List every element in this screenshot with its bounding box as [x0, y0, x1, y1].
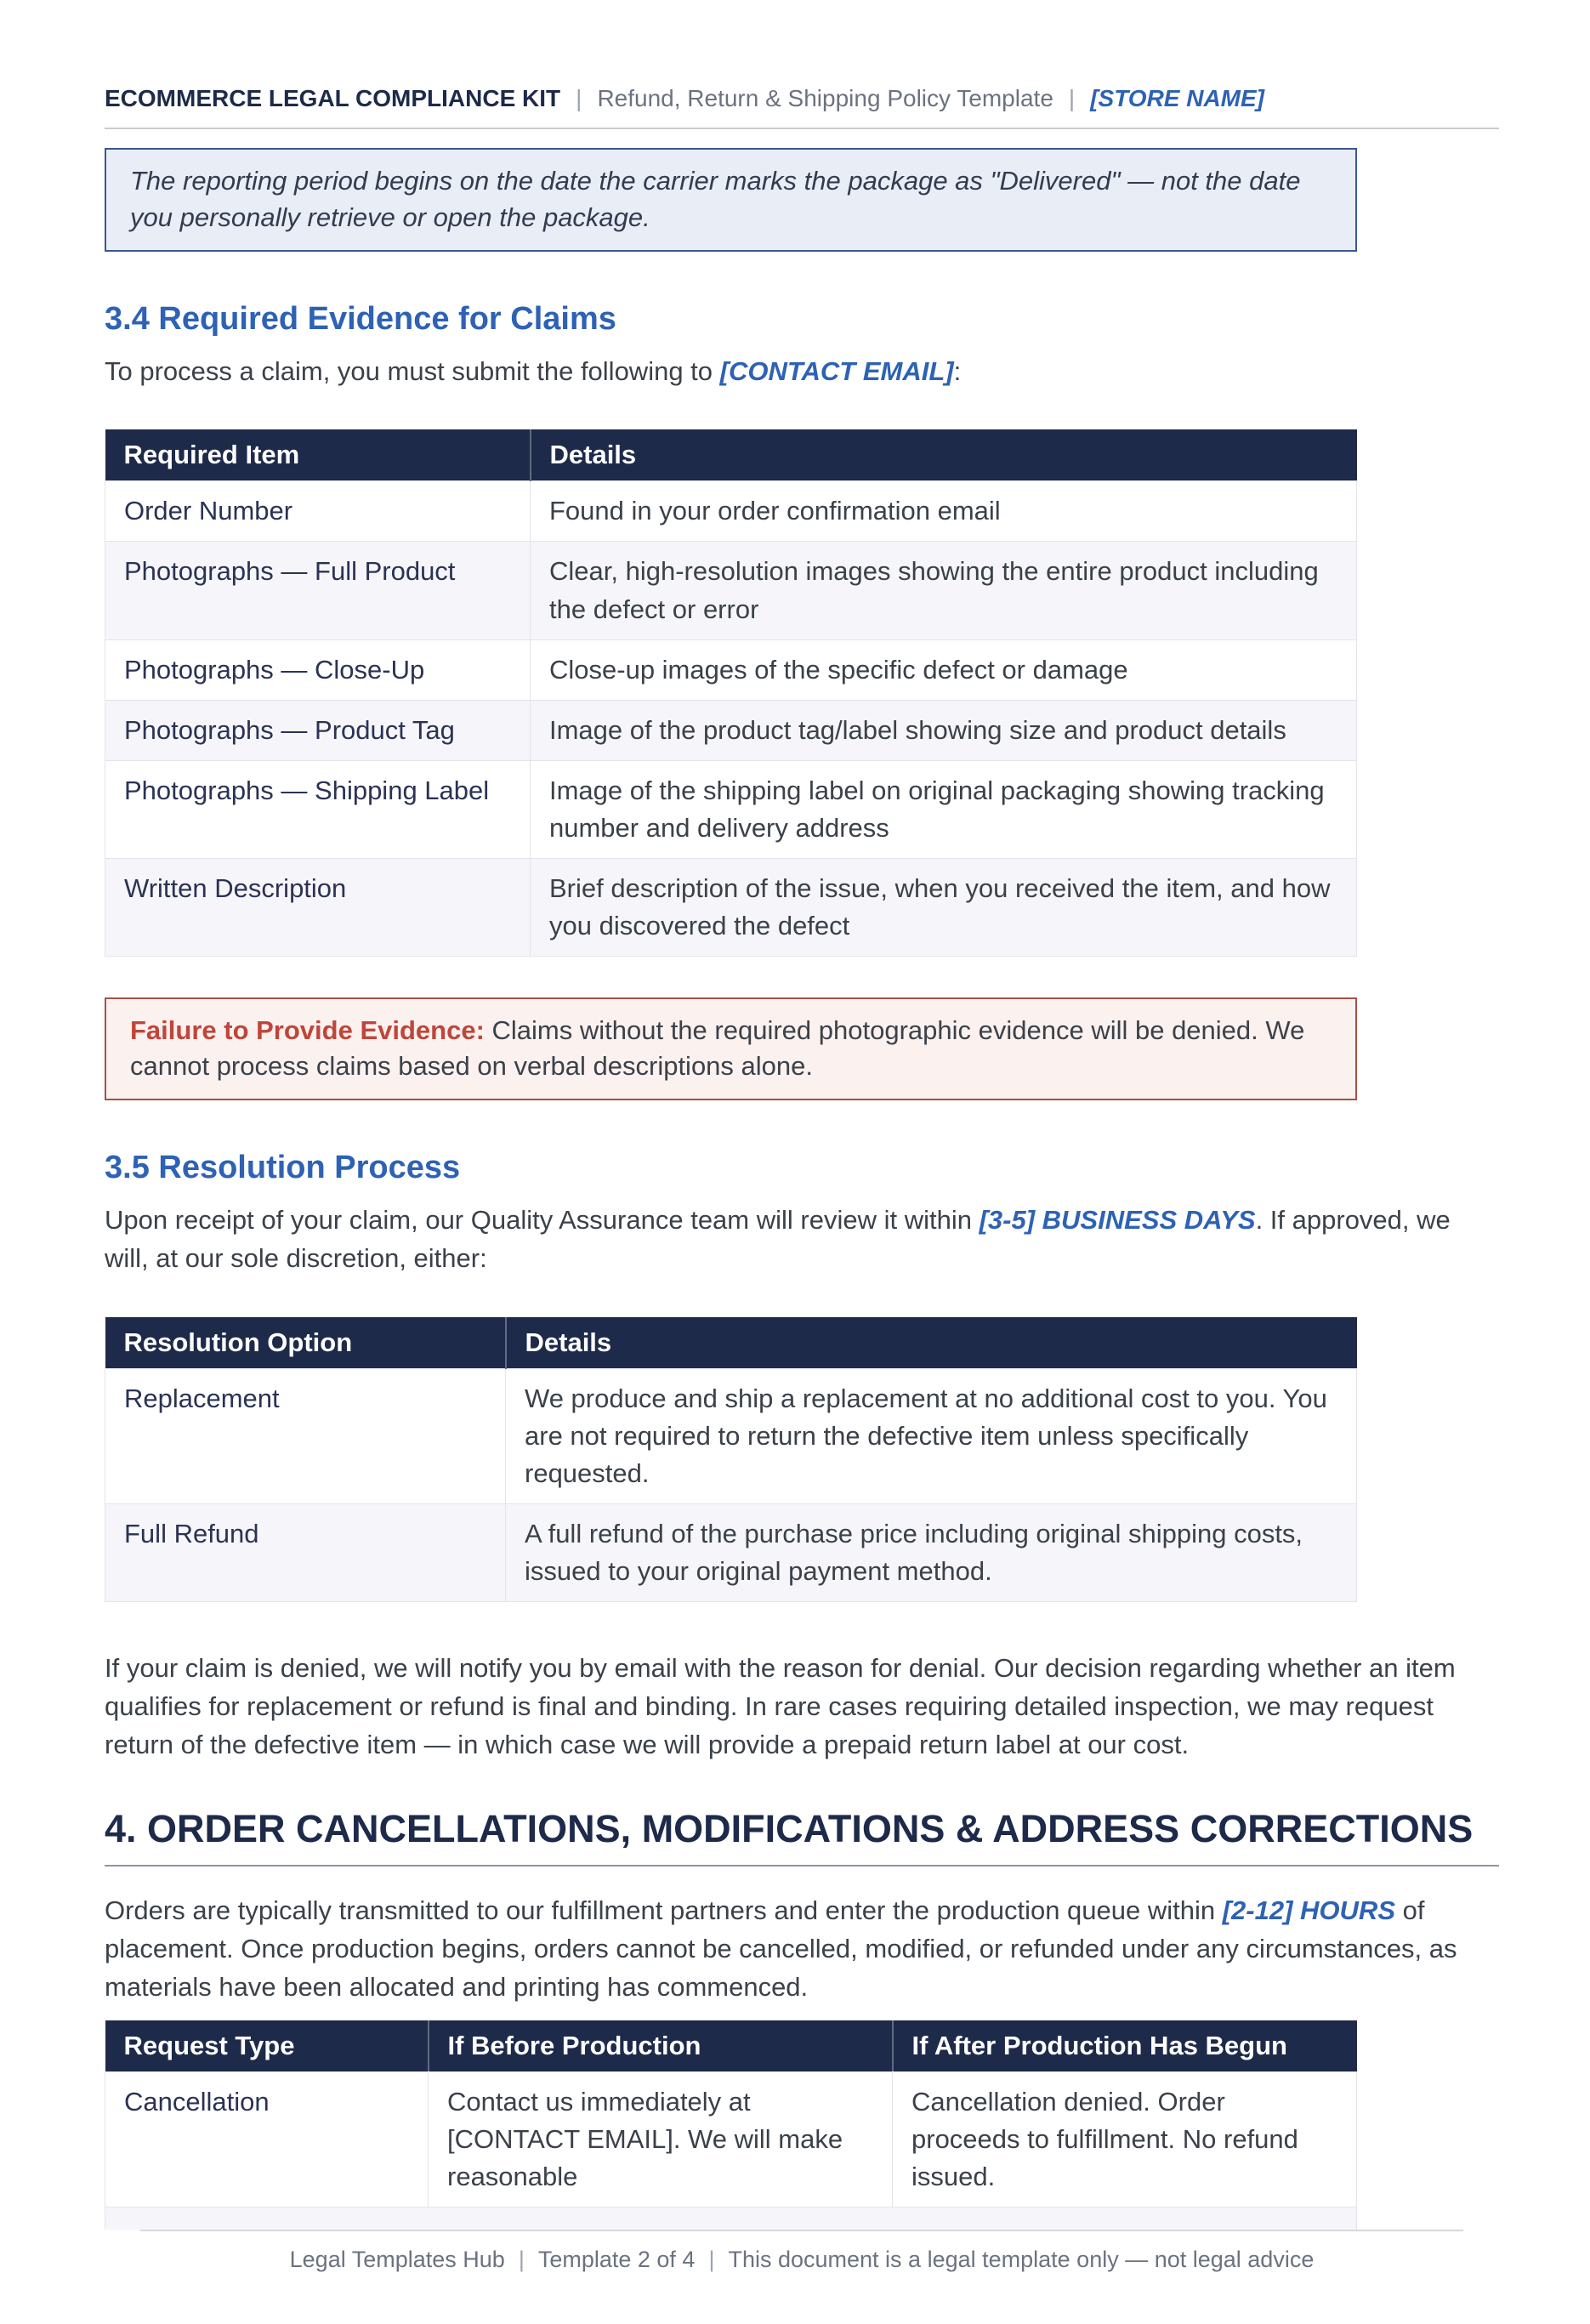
section-3-4-intro — [105, 353, 1499, 391]
footer-separator: | — [708, 2246, 715, 2272]
store-name-placeholder: [STORE NAME] — [1090, 85, 1265, 111]
required-item-cell: Photographs — Product Tag — [105, 700, 531, 760]
column-header: Details — [506, 1317, 1357, 1369]
details-cell: Found in your order confirmation email — [531, 481, 1357, 542]
footer-disclaimer: This document is a legal template only — not legal advice — [728, 2246, 1315, 2272]
column-header: Details — [531, 429, 1357, 481]
required-item-cell: Written Description — [105, 858, 531, 956]
before-production-cell: Contact us immediately at [CONTACT EMAIL]. We will make reasonable — [429, 2071, 893, 2207]
header-separator: | — [576, 85, 582, 111]
table-row — [105, 2071, 1357, 2207]
clipped-table-row — [105, 2208, 1357, 2230]
resolution-table — [105, 1317, 1357, 1602]
intro-text: : — [953, 355, 962, 386]
request-type-cell: Cancellation — [105, 2071, 429, 2207]
table-row — [105, 481, 1357, 542]
table-row — [105, 700, 1357, 760]
denial-paragraph: If your claim is denied, we will notify you by email with the reason for denial. Our decision regarding whether an item qualifies for replacement or refund is final and binding. In rare cases requiring detailed inspection, we may request return of the defective item — in which case we will provide a prepaid return label at our cost. — [105, 1653, 1456, 1759]
footer-divider — [140, 2230, 1463, 2231]
details-cell: A full refund of the purchase price including original shipping costs, issued to your original payment method. — [506, 1504, 1357, 1602]
footer-brand: Legal Templates Hub — [289, 2246, 505, 2272]
required-item-cell: Photographs — Shipping Label — [105, 760, 531, 858]
section-4-heading: 4. ORDER CANCELLATIONS, MODIFICATIONS & ADDRESS CORRECTIONS — [105, 1807, 1499, 1867]
business-days-placeholder: [3-5] BUSINESS DAYS — [979, 1205, 1256, 1236]
document-header — [105, 85, 1499, 112]
footer-separator: | — [518, 2246, 525, 2272]
document-footer — [105, 2247, 1499, 2273]
required-item-cell: Photographs — Full Product — [105, 542, 531, 639]
warning-label: Failure to Provide Evidence: — [130, 1014, 485, 1045]
footer-page-info: Template 2 of 4 — [537, 2246, 696, 2272]
details-cell: Brief description of the issue, when you received the item, and how you discovered the defect — [531, 858, 1357, 956]
contact-email-placeholder: [CONTACT EMAIL] — [719, 355, 954, 386]
column-header: If Before Production — [429, 2020, 893, 2072]
section-3-4-heading: 3.4 Required Evidence for Claims — [105, 300, 616, 337]
column-header: Request Type — [105, 2020, 429, 2072]
info-callout — [105, 148, 1357, 252]
table-row — [105, 1504, 1357, 1602]
intro-text: Orders are typically transmitted to our fulfillment partners and enter the production queue within — [105, 1895, 1223, 1925]
header-divider — [105, 128, 1499, 129]
table-row — [105, 1369, 1357, 1504]
details-cell: Clear, high-resolution images showing the entire product including the defect or error — [531, 542, 1357, 639]
column-header: Resolution Option — [105, 1317, 506, 1369]
intro-text: of placement. Once production begins, orders cannot be cancelled, modified, or refunded under any circumstances, as materials have been allocated and printing has commenced. — [105, 1895, 1457, 2002]
intro-text: To process a claim, you must submit the following to — [105, 355, 720, 386]
details-cell: We produce and ship a replacement at no additional cost to you. You are not required to return the defective item unless specifically requested. — [506, 1369, 1357, 1504]
warning-callout — [105, 997, 1357, 1101]
after-production-cell: Cancellation denied. Order proceeds to fulfillment. No refund issued. — [893, 2071, 1357, 2207]
warning-text: Claims without the required photographic evidence will be denied. We cannot process claims based on verbal descriptions alone. — [130, 1014, 1305, 1082]
intro-text: Upon receipt of your claim, our Quality Assurance team will review it within — [105, 1205, 980, 1236]
table-row — [105, 858, 1357, 956]
intro-text: . If approved, we will, at our sole discretion, either: — [105, 1205, 1451, 1274]
kit-title: ECOMMERCE LEGAL COMPLIANCE KIT — [105, 85, 561, 111]
cancellation-table — [105, 2020, 1357, 2208]
info-callout-text: The reporting period begins on the date the carrier marks the package as "Delivered" — not the date you personally retrieve or open the package. — [130, 166, 1301, 232]
section-3-5-heading: 3.5 Resolution Process — [105, 1150, 461, 1186]
column-header: Required Item — [105, 429, 531, 481]
required-item-cell: Photographs — Close-Up — [105, 639, 531, 700]
evidence-table — [105, 429, 1357, 956]
details-cell: Image of the product tag/label showing size and product details — [531, 700, 1357, 760]
table-row — [105, 760, 1357, 858]
details-cell: Image of the shipping label on original packaging showing tracking number and delivery address — [531, 760, 1357, 858]
hours-placeholder: [2-12] HOURS — [1222, 1895, 1395, 1925]
section-3-5-intro — [105, 1202, 1499, 1278]
table-header-row — [105, 2020, 1357, 2072]
table-row — [105, 542, 1357, 639]
details-cell: Close-up images of the specific defect or damage — [531, 639, 1357, 700]
table-header-row — [105, 1317, 1357, 1369]
header-separator: | — [1068, 85, 1076, 111]
column-header: If After Production Has Begun — [893, 2020, 1357, 2072]
resolution-option-cell: Replacement — [105, 1369, 506, 1504]
table-header-row — [105, 429, 1357, 481]
resolution-option-cell: Full Refund — [105, 1504, 506, 1602]
document-title: Refund, Return & Shipping Policy Template — [597, 85, 1053, 111]
section-4-intro — [105, 1892, 1499, 2007]
required-item-cell: Order Number — [105, 481, 531, 542]
table-row — [105, 639, 1357, 700]
